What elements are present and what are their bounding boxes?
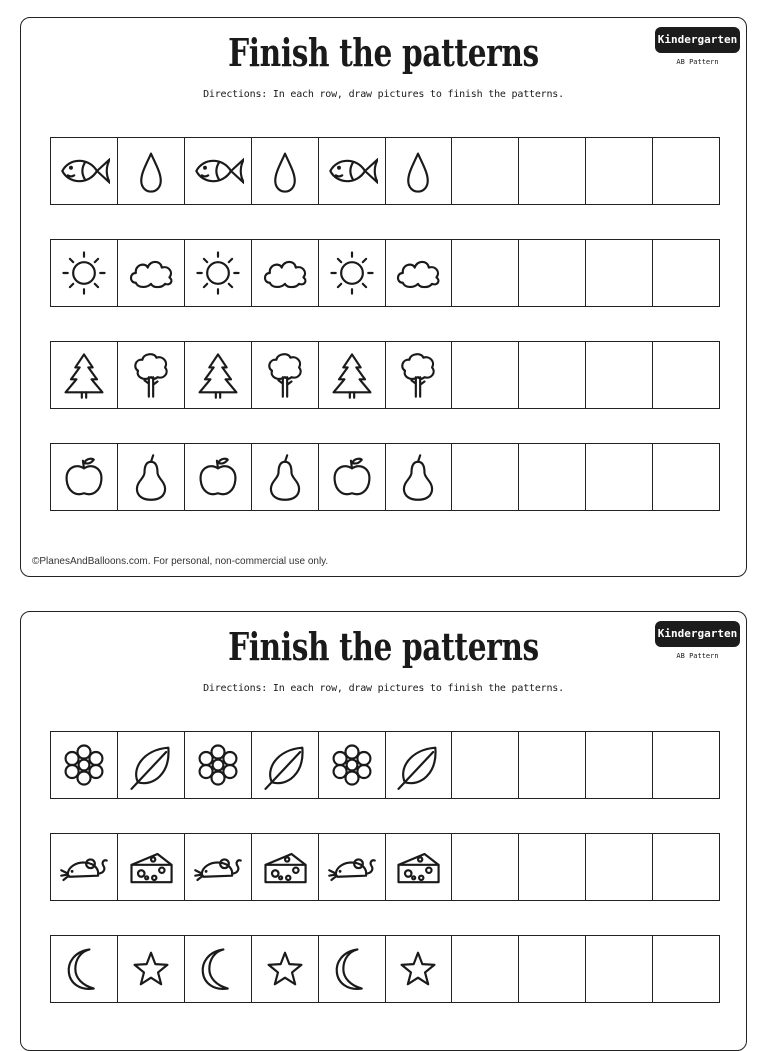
sun-icon — [58, 247, 110, 299]
fish-icon — [58, 145, 110, 197]
answer-cell[interactable] — [586, 342, 653, 408]
page-title: Finish the patterns — [228, 624, 539, 669]
answer-cell[interactable] — [519, 138, 586, 204]
pattern-cell — [118, 240, 185, 306]
pattern-cell — [185, 444, 252, 510]
answer-cell[interactable] — [519, 342, 586, 408]
pattern-cell — [51, 936, 118, 1002]
pattern-cell — [51, 138, 118, 204]
pattern-cell — [118, 834, 185, 900]
pattern-cell — [319, 444, 386, 510]
pattern-cell — [51, 732, 118, 798]
leaf-icon — [392, 739, 444, 791]
worksheet — [20, 611, 747, 1051]
cloud-icon — [392, 247, 444, 299]
pattern-cell — [386, 834, 453, 900]
water-drop-icon — [125, 145, 177, 197]
mouse-icon — [326, 841, 378, 893]
pine-tree-icon — [326, 349, 378, 401]
pattern-cell — [118, 138, 185, 204]
leaf-icon — [259, 739, 311, 791]
answer-cell[interactable] — [452, 342, 519, 408]
answer-cell[interactable] — [586, 732, 653, 798]
answer-cell[interactable] — [586, 444, 653, 510]
cheese-icon — [125, 841, 177, 893]
mouse-icon — [58, 841, 110, 893]
fish-icon — [326, 145, 378, 197]
pattern-row — [50, 935, 720, 1003]
answer-cell[interactable] — [653, 240, 719, 306]
leaf-icon — [125, 739, 177, 791]
pattern-row — [50, 239, 720, 307]
moon-icon — [192, 943, 244, 995]
grade-subtitle: AB Pattern — [676, 652, 719, 660]
round-tree-icon — [392, 349, 444, 401]
pine-tree-icon — [58, 349, 110, 401]
pear-icon — [259, 451, 311, 503]
copyright-footer: ©PlanesAndBalloons.com. For personal, non-commercial use only. — [32, 556, 329, 567]
answer-cell[interactable] — [452, 936, 519, 1002]
sun-icon — [326, 247, 378, 299]
pattern-row — [50, 137, 720, 205]
round-tree-icon — [125, 349, 177, 401]
grade-badge: Kindergarten — [655, 621, 740, 647]
grade-subtitle: AB Pattern — [676, 58, 719, 66]
pattern-cell — [319, 732, 386, 798]
cloud-icon — [259, 247, 311, 299]
pattern-cell — [118, 732, 185, 798]
answer-cell[interactable] — [653, 138, 719, 204]
pattern-cell — [51, 834, 118, 900]
star-icon — [392, 943, 444, 995]
answer-cell[interactable] — [519, 240, 586, 306]
apple-icon — [326, 451, 378, 503]
pattern-cell — [386, 732, 453, 798]
answer-cell[interactable] — [653, 936, 719, 1002]
answer-cell[interactable] — [653, 342, 719, 408]
directions-text: Directions: In each row, draw pictures to finish the patterns. — [203, 89, 564, 100]
water-drop-icon — [392, 145, 444, 197]
star-icon — [259, 943, 311, 995]
pattern-row — [50, 833, 720, 901]
pattern-row — [50, 341, 720, 409]
pattern-cell — [51, 240, 118, 306]
cloud-icon — [125, 247, 177, 299]
answer-cell[interactable] — [653, 834, 719, 900]
pattern-cell — [51, 444, 118, 510]
pattern-cell — [252, 342, 319, 408]
pattern-cell — [185, 936, 252, 1002]
pattern-cell — [386, 936, 453, 1002]
pattern-cell — [319, 342, 386, 408]
answer-cell[interactable] — [586, 240, 653, 306]
answer-cell[interactable] — [653, 444, 719, 510]
pear-icon — [125, 451, 177, 503]
pattern-cell — [185, 732, 252, 798]
answer-cell[interactable] — [586, 936, 653, 1002]
answer-cell[interactable] — [586, 834, 653, 900]
sun-icon — [192, 247, 244, 299]
pattern-cell — [386, 444, 453, 510]
pattern-cell — [252, 138, 319, 204]
pattern-cell — [319, 138, 386, 204]
pattern-cell — [185, 834, 252, 900]
answer-cell[interactable] — [519, 936, 586, 1002]
flower-icon — [58, 739, 110, 791]
pattern-cell — [185, 342, 252, 408]
answer-cell[interactable] — [452, 138, 519, 204]
pattern-cell — [386, 342, 453, 408]
water-drop-icon — [259, 145, 311, 197]
pattern-cell — [319, 834, 386, 900]
apple-icon — [58, 451, 110, 503]
answer-cell[interactable] — [452, 732, 519, 798]
fish-icon — [192, 145, 244, 197]
pattern-cell — [386, 138, 453, 204]
pine-tree-icon — [192, 349, 244, 401]
pattern-cell — [252, 936, 319, 1002]
flower-icon — [192, 739, 244, 791]
pattern-cell — [185, 240, 252, 306]
star-icon — [125, 943, 177, 995]
apple-icon — [192, 451, 244, 503]
answer-cell[interactable] — [586, 138, 653, 204]
cheese-icon — [392, 841, 444, 893]
pattern-cell — [51, 342, 118, 408]
answer-cell[interactable] — [452, 240, 519, 306]
mouse-icon — [192, 841, 244, 893]
pattern-cell — [252, 240, 319, 306]
answer-cell[interactable] — [519, 834, 586, 900]
round-tree-icon — [259, 349, 311, 401]
moon-icon — [326, 943, 378, 995]
worksheet — [20, 17, 747, 577]
page-title: Finish the patterns — [228, 30, 539, 75]
moon-icon — [58, 943, 110, 995]
grade-badge: Kindergarten — [655, 27, 740, 53]
pattern-cell — [386, 240, 453, 306]
pattern-cell — [185, 138, 252, 204]
answer-cell[interactable] — [519, 444, 586, 510]
cheese-icon — [259, 841, 311, 893]
pattern-cell — [252, 732, 319, 798]
pattern-cell — [118, 936, 185, 1002]
answer-cell[interactable] — [519, 732, 586, 798]
flower-icon — [326, 739, 378, 791]
pattern-row — [50, 731, 720, 799]
directions-text: Directions: In each row, draw pictures to finish the patterns. — [203, 683, 564, 694]
pattern-cell — [118, 444, 185, 510]
pattern-cell — [319, 936, 386, 1002]
pattern-cell — [118, 342, 185, 408]
answer-cell[interactable] — [452, 444, 519, 510]
pattern-cell — [319, 240, 386, 306]
pattern-cell — [252, 834, 319, 900]
answer-cell[interactable] — [653, 732, 719, 798]
pear-icon — [392, 451, 444, 503]
pattern-row — [50, 443, 720, 511]
pattern-cell — [252, 444, 319, 510]
answer-cell[interactable] — [452, 834, 519, 900]
